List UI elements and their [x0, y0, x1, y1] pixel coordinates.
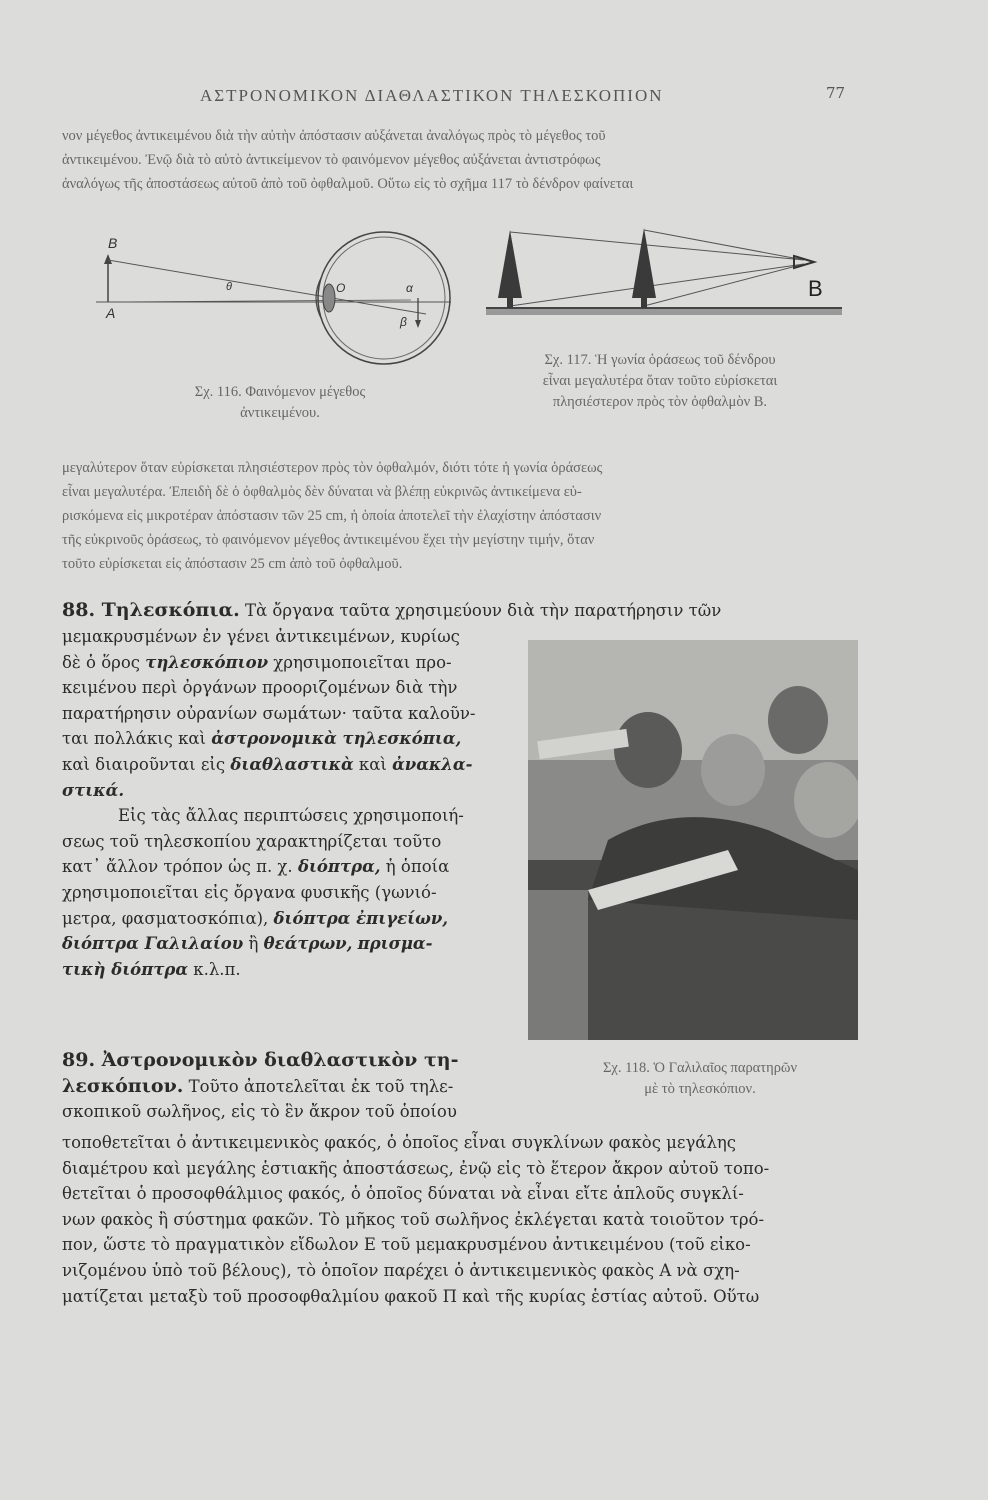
text-span: Τοῦτο ἀποτελεῖται ἐκ τοῦ τηλε- — [188, 1076, 454, 1096]
text-line — [62, 906, 524, 932]
caption-line: μὲ τὸ τηλεσκόπιον. — [644, 1081, 756, 1097]
eyeball-inner — [323, 237, 445, 359]
section-88-first-line — [62, 598, 852, 624]
figure-116-caption — [150, 382, 410, 424]
eyeball-outer — [318, 232, 450, 364]
painting-illustration — [528, 640, 858, 1040]
term-terrestrial: διόπτρα ἐπιγείων, — [273, 908, 449, 928]
running-header — [0, 86, 988, 116]
text-line: ἀναλόγως τῆς ἀποστάσεως αὐτοῦ ἀπὸ τοῦ ὀφθαλμοῦ. Οὕτω εἰς τὸ σχῆμα 117 τὸ δένδρον φαίνεται — [62, 176, 634, 192]
text-line: διαμέτρου καὶ μεγάλης ἑστιακῆς ἀποστάσεως, ἐνῷ εἰς τὸ ἕτερον ἄκρον αὐτοῦ τοπο- — [62, 1158, 770, 1178]
tree-far — [498, 230, 522, 298]
text-line: πον, ὥστε τὸ πραγματικὸν εἴδωλον Ε τοῦ μεμακρυσμένου ἀντικειμένου (τοῦ εἰκο- — [62, 1235, 751, 1255]
term-refracting: διαθλαστικὰ — [230, 754, 354, 774]
text-line: ματίζεται μεταξὺ τοῦ προσοφθαλμίου φακοῦ Π καὶ τῆς κυρίας ἑστίας αὐτοῦ. Οὕτω — [62, 1286, 760, 1306]
label-B: B — [108, 235, 118, 251]
text-line: παρατήρησιν οὐρανίων σωμάτων· ταῦτα καλοῦν- — [62, 703, 476, 723]
text-line: σκοπικοῦ σωλῆνος, εἰς τὸ ἓν ἄκρον τοῦ ὁποίου — [62, 1102, 457, 1122]
text-line: τῆς εὐκρινοῦς ὁράσεως, τὸ φαινόμενον μέγεθος ἀντικειμένου ἔχει τὴν μεγίστην τιμήν, ὅταν — [62, 532, 595, 548]
text-line: νον μέγεθος ἀντικειμένου διὰ τὴν αὐτὴν ἀπόστασιν αὐξάνεται ἀναλόγως πρὸς τὸ μέγεθος τοῦ — [62, 128, 606, 144]
section-89-heading-line-1: 89. Ἀστρονομικὸν διαθλαστικὸν τη- — [62, 1049, 459, 1071]
term-telescope: τηλεσκόπιον — [145, 652, 269, 672]
term-reflecting: ἀνακλα- — [392, 754, 473, 774]
caption-line: πλησιέστερον πρὸς τὸν ὀφθαλμὸν B. — [552, 394, 768, 410]
page-number: 77 — [826, 84, 846, 102]
ray-line — [108, 260, 426, 314]
text-span: καὶ — [358, 754, 387, 774]
section-88-heading: 88. Τηλεσκόπια. — [62, 599, 240, 621]
text-line: μεμακρυσμένων ἐν γένει ἀντικειμένων, κυρίως — [62, 627, 460, 646]
term-prismatic-dioptra: τικὴ διόπτρα — [62, 959, 189, 979]
term-prismatic: πρισμα- — [357, 934, 433, 954]
text-line: ἀντικειμένου. Ἐνῷ διὰ τὸ αὐτὸ ἀντικείμενον τὸ φαινόμενον μέγεθος αὐξάνεται ἀντιστρόφως — [62, 152, 601, 168]
cornea — [316, 276, 322, 320]
ray-line — [510, 264, 804, 306]
caption-line: ἀντικειμένου. — [240, 405, 320, 421]
label-A: A — [106, 305, 116, 321]
caption-line: Σχ. 117. Ἡ γωνία ὁράσεως τοῦ δένδρου — [544, 352, 776, 368]
ray-line — [644, 264, 804, 306]
figure-117-trees-diagram — [486, 224, 842, 336]
text-line: τοῦτο εὑρίσκεται εἰς ἀπόστασιν 25 cm ἀπὸ τοῦ ὀφθαλμοῦ. — [62, 556, 403, 572]
section-89-heading-line-2: λεσκόπιον. — [62, 1074, 184, 1097]
text-span: Τὰ ὄργανα ταῦτα χρησιμεύουν διὰ τὴν παρατήρησιν τῶν — [245, 601, 722, 620]
tree-far-trunk — [507, 298, 513, 308]
text-span: μετρα, φασματοσκόπια), — [62, 908, 269, 928]
eye-symbol — [794, 256, 814, 268]
text-line: ρισκόμενα εἰς μικροτέραν ἀπόστασιν τῶν 25 cm, ἡ ὁποία ἀποτελεῖ τὴν ἐλαχίστην ἀπόστασιν — [62, 508, 602, 524]
text-span: ἢ — [248, 934, 259, 954]
paragraph-2 — [62, 456, 852, 576]
text-span: καὶ διαιροῦνται εἰς — [62, 754, 226, 774]
ground-hatch — [486, 309, 842, 315]
text-span: δὲ ὁ ὅρος — [62, 652, 141, 672]
text-line — [62, 931, 524, 957]
caption-line: Σχ. 118. Ὁ Γαλιλαῖος παρατηρῶν — [602, 1060, 798, 1076]
label-O: O — [336, 281, 346, 295]
text-line: σεως τοῦ τηλεσκοπίου χαρακτηρίζεται τοῦτο — [62, 831, 442, 851]
image-arrow-head — [415, 320, 421, 328]
text-span: κ.λ.π. — [193, 959, 241, 979]
text-line: Εἰς τὰς ἄλλας περιπτώσεις χρησιμοποιή- — [118, 806, 464, 826]
section-89-head — [62, 1048, 524, 1125]
intro-paragraph — [62, 124, 852, 196]
figure-116-eye-diagram — [96, 226, 466, 386]
label-theta: θ — [226, 281, 232, 293]
text-line — [62, 957, 524, 983]
caption-line: εἶναι μεγαλυτέρα ὅταν τοῦτο εὑρίσκεται — [542, 373, 778, 389]
text-line: μεγαλύτερον ὅταν εὑρίσκεται πλησιέστερον πρὸς τὸν ὀφθαλμόν, διότι τότε ἡ γωνία ὁράσεως — [62, 460, 603, 476]
text-line: νιζομένου ὑπὸ τοῦ βέλους), τὸ ὁποῖον παρέχει ὁ ἀντικειμενικὸς φακὸς Α νὰ σχη- — [62, 1260, 740, 1280]
section-89-body — [62, 1130, 862, 1309]
text-span: ται πολλάκις καὶ — [62, 729, 207, 749]
text-span: κατ᾽ ἄλλον τρόπον ὡς π. χ. — [62, 857, 293, 877]
ray-line — [644, 230, 804, 260]
ray-line — [510, 232, 804, 260]
lens — [323, 284, 335, 312]
text-line — [62, 854, 524, 880]
term-astronomical-telescopes: ἀστρονομικὰ τηλεσκόπια, — [211, 729, 462, 749]
figure-117-caption — [470, 350, 850, 413]
text-line — [62, 752, 524, 778]
text-line: στικά. — [62, 780, 125, 800]
figure-118-caption — [550, 1058, 850, 1100]
text-line: χρησιμοποιεῖται εἰς ὄργανα φυσικῆς (γωνιό- — [62, 882, 437, 902]
text-line: θετεῖται ὁ προσοφθάλμιος φακός, ὁ ὁποῖος δύναται νὰ εἶναι εἴτε ἁπλοῦς συγκλί- — [62, 1184, 744, 1204]
text-line: τοποθετεῖται ὁ ἀντικειμενικὸς φακός, ὁ ὁποῖος εἶναι συγκλίνων φακὸς μεγάλης — [62, 1133, 737, 1152]
text-line: νων φακὸς ἢ σύστημα φακῶν. Τὸ μῆκος τοῦ σωλῆνος ἐκλέγεται κατὰ τοιοῦτον τρό- — [62, 1209, 765, 1229]
label-a: α — [406, 281, 413, 295]
running-title: ΑΣΤΡΟΝΟΜΙΚΟΝ ΔΙΑΘΛΑΣΤΙΚΟΝ ΤΗΛΕΣΚΟΠΙΟΝ — [200, 86, 664, 105]
term-galilean: διόπτρα Γαλιλαίου — [62, 934, 244, 954]
text-span: χρησιμοποιεῖται προ- — [273, 652, 452, 672]
section-88-body — [62, 624, 524, 982]
caption-line: Σχ. 116. Φαινόμενον μέγεθος — [194, 384, 366, 400]
text-line: κειμένου περὶ ὀργάνων προοριζομένων διὰ τὴν — [62, 678, 458, 698]
label-B: B — [808, 276, 823, 301]
text-span: ἡ ὁποία — [385, 857, 450, 877]
tree-near — [632, 228, 656, 298]
figure-118-galileo-painting — [528, 640, 858, 1040]
text-line: εἶναι μεγαλυτέρα. Ἐπειδὴ δὲ ὁ ὀφθαλμὸς δὲν δύναται νὰ βλέπῃ εὐκρινῶς ἀντικείμενα εὑ- — [62, 484, 582, 500]
tree-near-trunk — [641, 298, 647, 308]
label-b: β — [400, 315, 407, 329]
text-line — [62, 726, 524, 752]
text-line — [62, 650, 524, 676]
term-dioptra: διόπτρα, — [297, 857, 381, 877]
term-theatre: θεάτρων, — [263, 934, 353, 954]
object-arrow-head — [104, 254, 112, 264]
